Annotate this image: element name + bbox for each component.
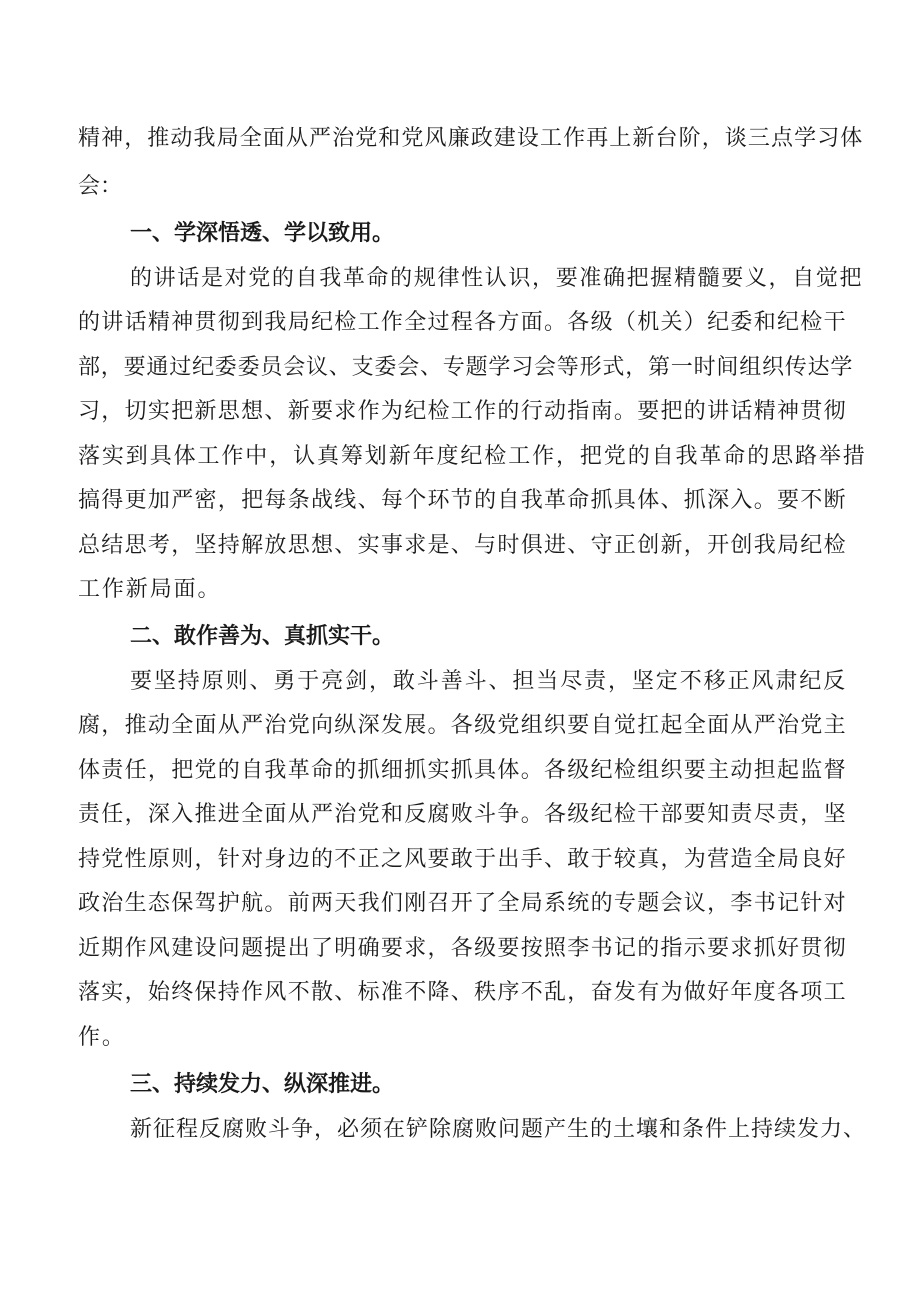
document-page: 精神，推动我局全面从严治党和党风廉政建设工作再上新台阶，谈三点学习体 会： 一、学深悟透、学以致用。 的讲话是对党的自我革命的规律性认识，要准确把握精髓要义，自觉把 的讲话精神贯彻到我局纪检工作全过程各方面。各级（机关）纪委和纪检干 部，要通过纪委委员会议、支委会、专题学习会等形式，第一时间组织传达学 习，切实把新思想、新要求作为纪检工作的行动指南。要把的讲话精神贯彻 落实到具体工作中，认真筹划新年度纪检工作，把党的自我革命的思路举措 搞得更加严密，把每条战线、每个环节的自我革命抓具体、抓深入。要不断 总结思考，坚持解放思想、实事求是、与时俱进、守正创新，开创我局纪检 工作新局面。 二、敢作善为、真抓实干。 要坚持原则、勇于亮剑，敢斗善斗、担当尽责，坚定不移正风肃纪反 腐，推动全面从严治党向纵深发展。各级党组织要自觉扛起全面从严治党主 体责任，把党的自我革命的抓细抓实抓具体。各级纪检组织要主动担起监督 责任，深入推进全面从严治党和反腐败斗争。各级纪检干部要知责尽责，坚 持党性原则，针对身边的不正之风要敢于出手、敢于较真，为营造全局良好 政治生态保驾护航。前两天我们刚召开了全局系统的专题会议，李书记针对 近期作风建设问题提出了明确要求，各级要按照李书记的指示要求抓好贯彻 落实，始终保持作风不散、标准不降、秩序不乱，奋发有为做好年度各项工 作。 三、持续发力、纵深推进。 新征程反腐败斗争，必须在铲除腐败问题产生的土壤和条件上持续发力、 (78, 126, 867, 1142)
